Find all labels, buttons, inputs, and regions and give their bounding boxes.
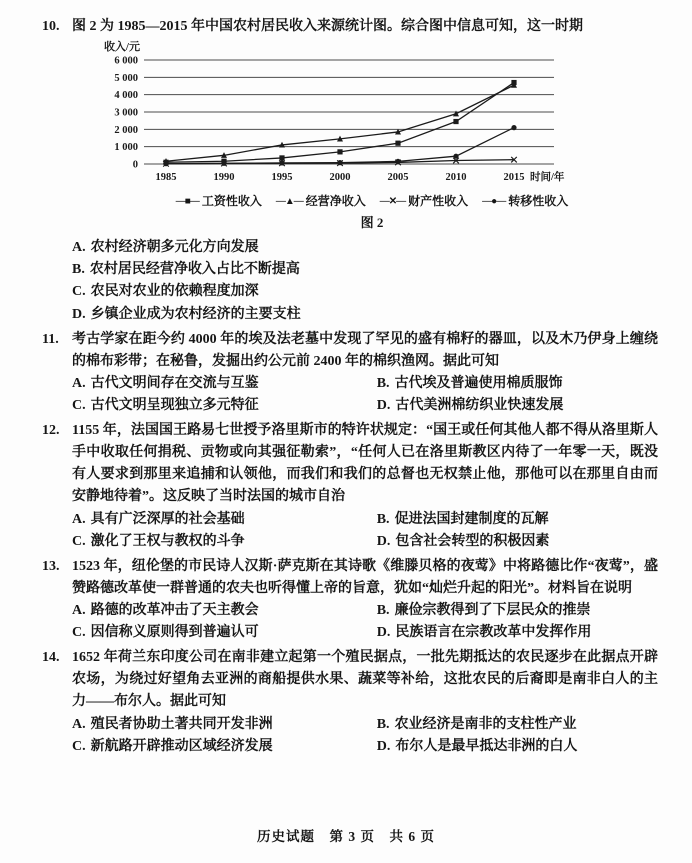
question-number: 13. [42,558,60,574]
income-chart-figure [86,40,658,233]
option-a [72,373,377,395]
option-a [72,714,377,736]
option-d [377,531,658,553]
option-d [377,395,658,417]
legend-label: 经营净收入 [305,194,366,209]
y-tick-label: 0 [132,159,138,171]
x-marker-icon: —✕— [379,196,406,208]
question-stem: 考古学家在距今约 4000 年的埃及法老墓中发现了罕见的盛有棉籽的器皿，以及木乃伊身上缠绕的棉布彩带；在秘鲁，发掘出约公元前 2400 年的棉织渔网。据此可知 [72,331,658,369]
option-label: C. [72,625,86,641]
option-label: D. [72,306,86,322]
option-label: C. [72,738,86,754]
question-11 [42,329,658,417]
option-label: D. [376,398,391,413]
question-number: 12. [42,423,60,439]
options-list [72,600,658,644]
x-tick-label: 2000 [329,172,351,184]
circle-marker-icon [395,159,400,164]
option-text: 廉俭宗教得到了下层民众的推崇 [394,602,591,618]
option-label: B. [376,511,390,527]
question-number: 14. [42,650,60,666]
circle-marker-icon [453,154,458,159]
options-list [72,714,658,758]
option-label: B. [376,602,390,618]
option-c [72,622,377,644]
triangle-marker-icon: —▲— [275,196,303,208]
option-text: 农民对农业的依赖程度加深 [90,284,259,300]
square-marker-icon [453,119,458,124]
option-text: 路德的改革冲击了天主教会 [90,602,259,618]
x-tick-label: 2010 [445,172,467,184]
option-text: 殖民者协助土著共同开发非洲 [90,716,273,732]
page-footer: 历史试题 第 3 页 共 6 页 [257,828,435,844]
chart-legend [86,194,658,210]
square-marker-icon [337,149,342,154]
figure-caption: 图 2 [360,214,384,230]
option-label: D. [376,625,391,641]
circle-marker-icon [511,125,516,130]
x-tick-label: 1990 [213,172,235,184]
option-a [72,237,658,259]
options-list [72,373,658,417]
legend-item-property [380,194,468,210]
option-b [377,714,658,736]
option-text: 新航路开辟推动区域经济发展 [90,738,273,754]
option-label: B. [72,262,85,278]
option-b [377,600,658,622]
question-stem: 1523 年，纽伦堡的市民诗人汉斯·萨克斯在其诗歌《维滕贝格的夜莺》中将路德比作“夜莺”，盛赞路德改革使一群普通的农夫也听得懂上帝的旨意，犹如“灿烂升起的阳光”。材料旨在说明 [72,558,658,596]
question-14 [42,647,658,758]
legend-label: 财产性收入 [408,194,469,209]
option-label: C. [72,398,86,413]
question-stem: 1652 年荷兰东印度公司在南非建立起第一个殖民据点，一批先期抵达的农民逐步在此据点开辟农场，为绕过好望角去亚洲的商船提供水果、蔬菜等补给，这批农民的后裔即是南非白人的主力——布尔人。据此可知 [72,650,658,710]
option-label: C. [72,533,86,549]
circle-marker-icon [279,160,284,165]
option-c [72,736,377,758]
option-b [377,373,658,395]
question-12 [42,420,658,553]
option-c [72,395,377,417]
option-text: 激化了王权与教权的斗争 [90,533,245,549]
option-label: A. [72,716,86,732]
option-text: 古代美洲棉纺织业快速发展 [395,398,564,413]
option-label: A. [72,375,86,391]
option-b [377,509,658,531]
option-c [72,281,658,303]
circle-marker-icon [221,161,226,166]
question-stem: 图 2 为 1985—2015 年中国农村居民收入来源统计图。综合图中信息可知，这一时期 [72,19,583,34]
option-d [72,304,658,326]
income-line-chart [86,40,606,192]
option-text: 布尔人是最早抵达非洲的白人 [395,738,578,754]
question-stem: 1155 年，法国国王路易七世授予洛里斯市的特许状规定：“国王或任何其他人都不得从洛里斯人手中收取任何捐税、贡物或向其强征勒索”，“任何人已在洛里斯教区内待了一年零一天，既没有人要求到那里来追捕和认领他，而我们和我们的总督也无权禁止他，那他可以在那里自由而安静地待着”。这反映了当时法国的城市自治 [72,423,658,505]
legend-label: 转移性收入 [508,194,569,209]
legend-item-wage [176,194,262,210]
option-text: 具有广泛深厚的社会基础 [90,511,245,527]
legend-label: 工资性收入 [201,194,262,209]
x-tick-label: 2005 [387,172,409,184]
y-tick-label: 2 000 [114,124,138,136]
option-d [377,622,658,644]
y-tick-label: 1 000 [114,142,138,154]
options-list [72,237,658,325]
y-tick-label: 6 000 [114,55,138,67]
option-label: A. [72,240,86,256]
option-b [72,259,658,281]
legend-item-transfer [482,194,568,210]
option-label: C. [72,284,86,300]
chart-y-axis-title: 收入/元 [103,41,140,54]
option-c [72,531,377,553]
x-tick-label: 1995 [271,172,293,184]
y-tick-label: 5 000 [114,72,138,84]
option-text: 古代文明呈现独立多元特征 [90,398,259,413]
x-tick-label: 1985 [155,172,177,184]
square-marker-icon [279,155,284,160]
option-text: 乡镇企业成为农村经济的主要支柱 [90,306,301,322]
option-a [72,600,377,622]
option-text: 农村经济朝多元化方向发展 [90,240,259,256]
chart-series-line [166,128,514,164]
question-number: 11. [42,331,59,347]
circle-marker-icon: —●— [482,196,506,208]
option-label: A. [72,602,86,618]
option-label: D. [376,738,391,754]
circle-marker-icon [337,160,342,165]
circle-marker-icon [163,161,168,166]
option-text: 因信称义原则得到普遍认可 [90,625,259,641]
option-text: 民族语言在宗教改革中发挥作用 [395,625,592,641]
option-text: 农村居民经营净收入占比不断提高 [89,262,300,278]
option-text: 农业经济是南非的支柱性产业 [394,716,577,732]
square-marker-icon [395,141,400,146]
option-label: A. [72,511,86,527]
option-d [377,736,658,758]
question-number: 10. [42,19,60,34]
option-text: 古代文明间存在交流与互鉴 [90,375,259,391]
square-marker-icon: —■— [175,196,199,208]
y-tick-label: 3 000 [114,107,138,119]
y-tick-label: 4 000 [114,90,138,102]
question-13 [42,556,658,644]
option-label: D. [376,533,391,549]
chart-x-axis-title: 时间/年 [530,172,565,184]
option-a [72,509,377,531]
option-text: 包含社会转型的积极因素 [395,533,550,549]
legend-item-operating [276,194,366,210]
option-label: B. [376,716,390,732]
triangle-marker-icon [453,111,459,117]
option-label: B. [376,375,390,391]
question-10 [42,16,658,326]
option-text: 古代埃及普遍使用棉质服饰 [394,375,563,391]
option-text: 促进法国封建制度的瓦解 [394,511,549,527]
options-list [72,509,658,553]
x-tick-label: 2015 [503,172,525,184]
